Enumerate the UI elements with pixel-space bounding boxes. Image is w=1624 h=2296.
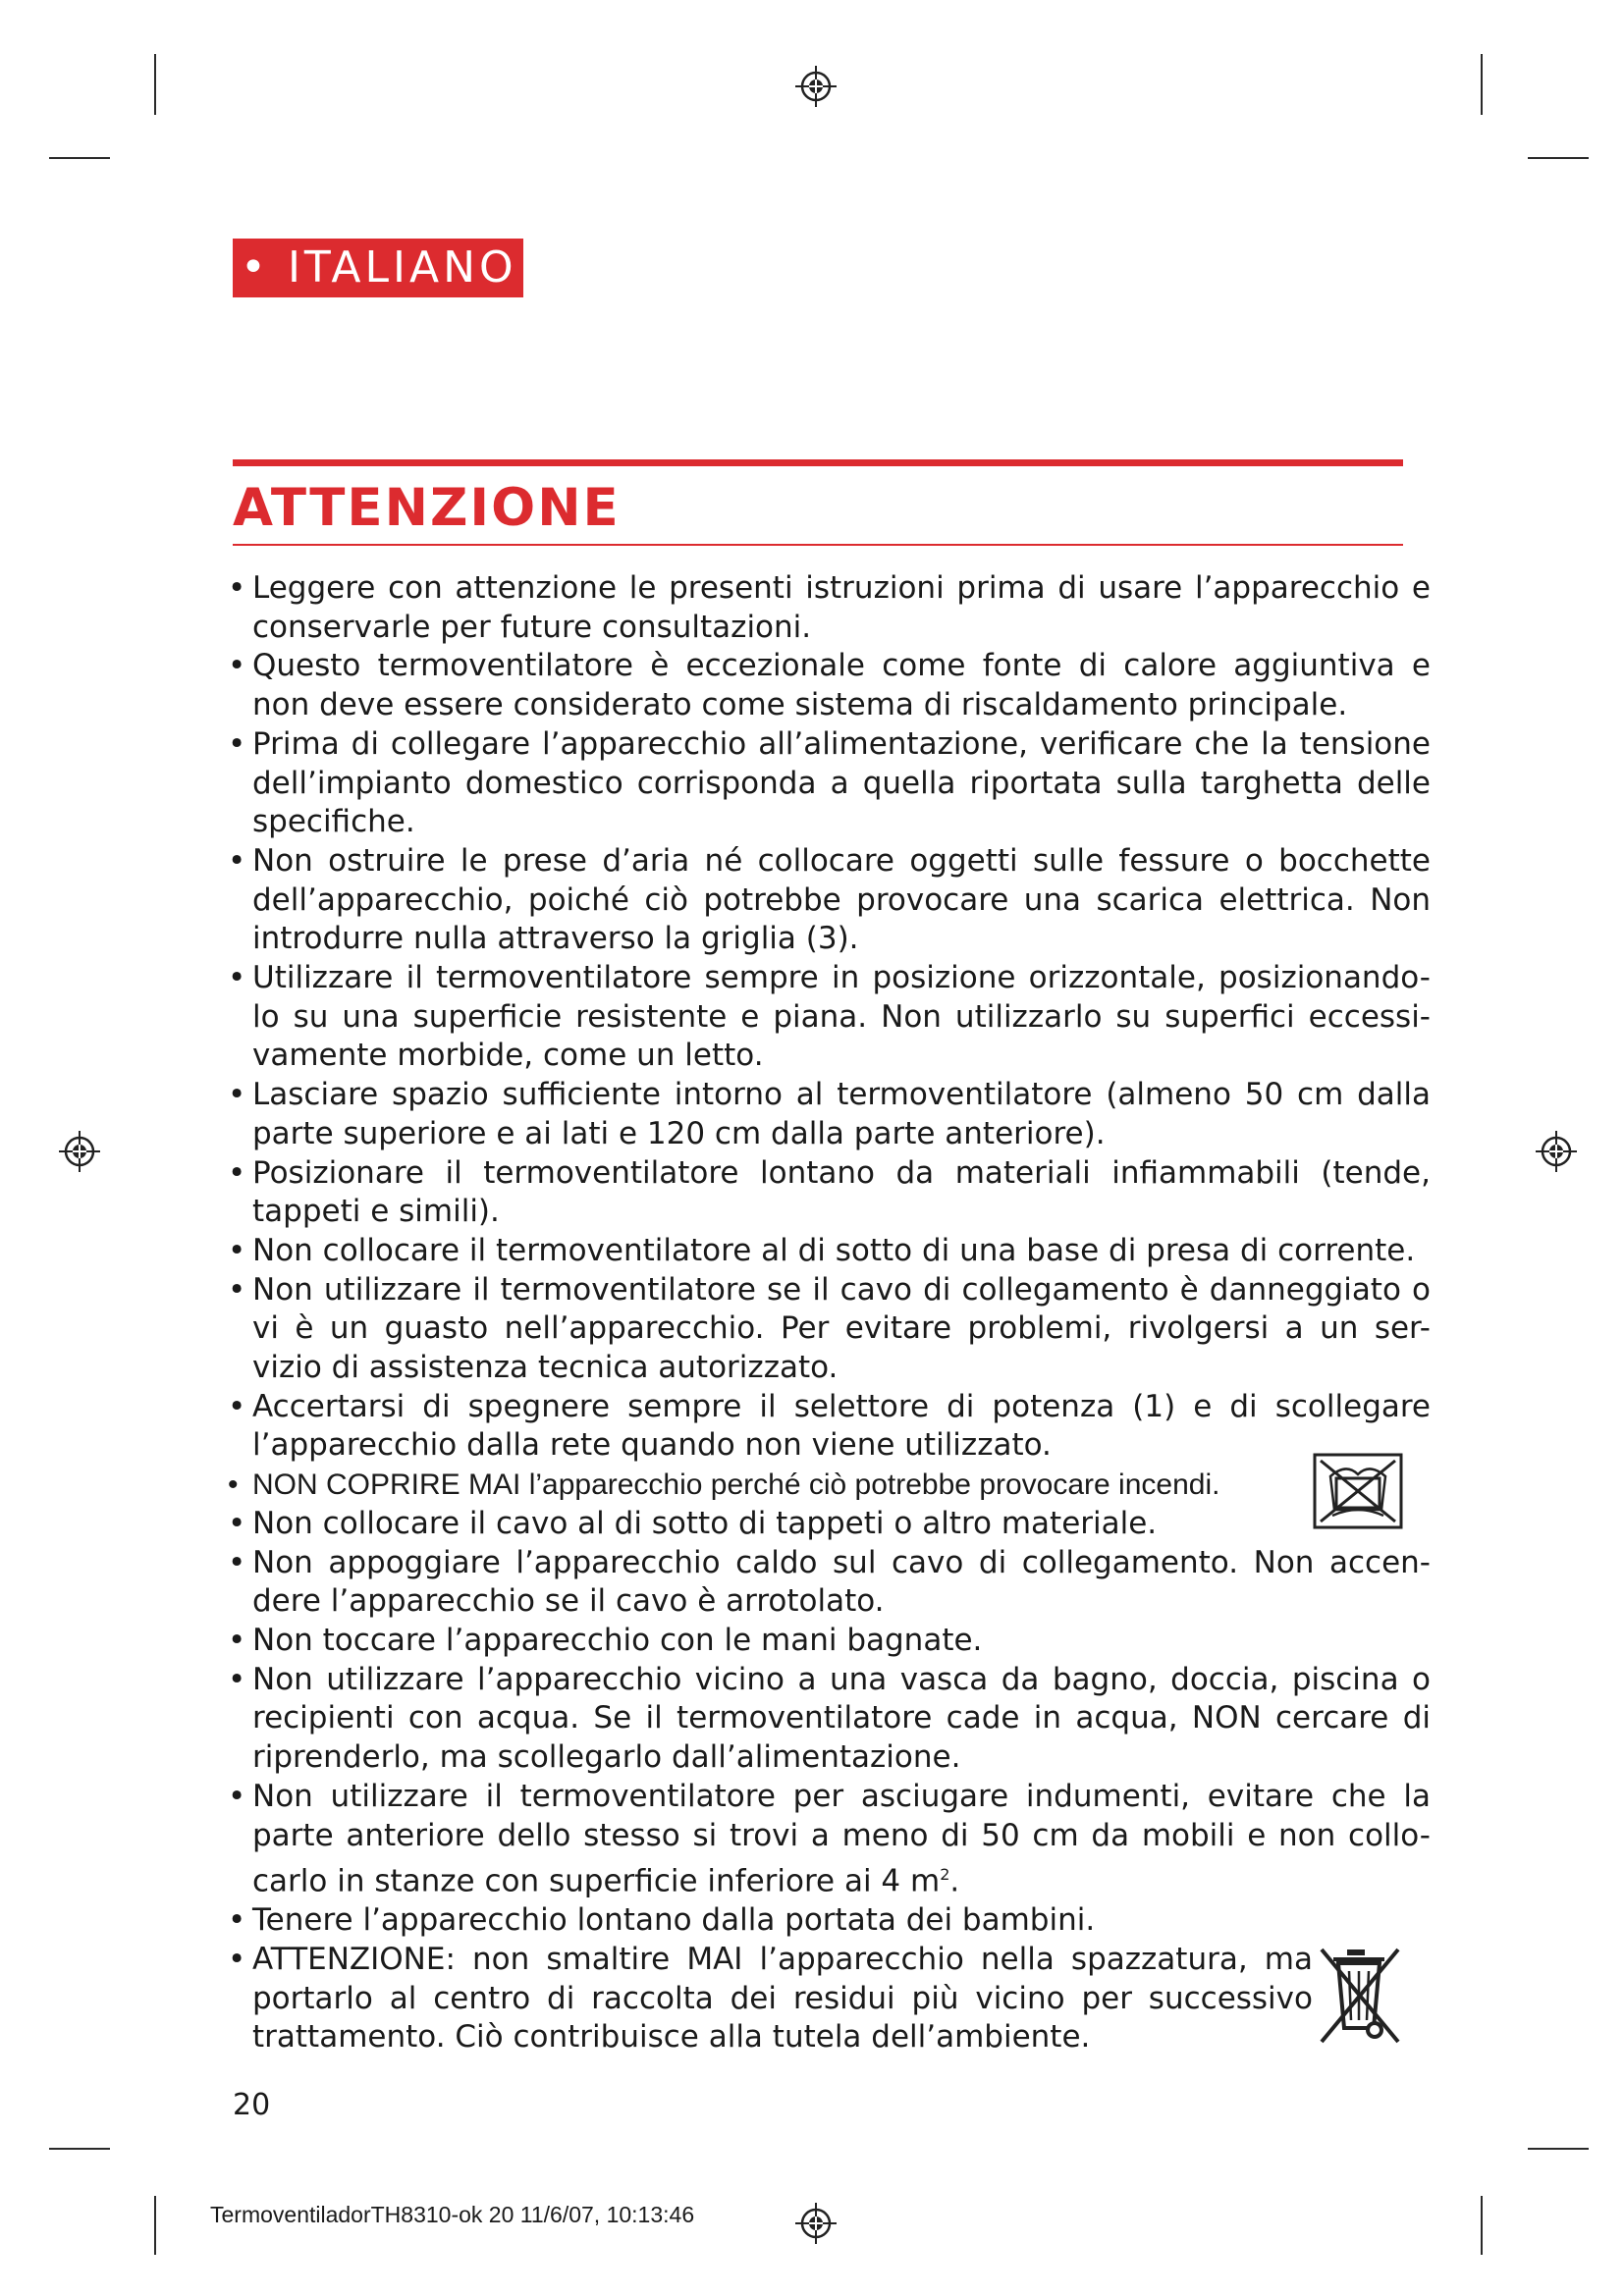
do-not-cover-icon [1313, 1453, 1403, 1529]
crop-mark-bottom-right-vertical [1481, 2196, 1483, 2255]
list-item: • NON COPRIRE MAI l’apparecchio perché ciò potrebbe provocare incendi. [228, 1466, 1431, 1505]
list-item: • Lasciare spazio sufficiente intorno al termoventilatore (almeno 50 cm dalla parte superiore e ai lati e 120 cm dalla parte anteriore). [228, 1076, 1431, 1153]
list-item: • Non utilizzare il termoventilatore se il cavo di collegamento è danneggiato o vi è un guasto nell’apparecchio. Per evitare problemi, rivolgersi a un ser- vizio di assistenza tecnica autorizzato. [228, 1271, 1431, 1388]
list-item: • Questo termoventilatore è eccezionale come fonte di calore aggiuntiva e non deve essere considerato come sistema di riscaldamento principale. [228, 647, 1431, 724]
registration-mark-icon [57, 1129, 102, 1174]
crop-mark-top-left-vertical [154, 54, 156, 115]
page-title: ATTENZIONE [233, 478, 621, 538]
list-item: • Non collocare il termoventilatore al di sotto di una base di presa di corrente. [228, 1232, 1431, 1271]
list-item: • Non ostruire le prese d’aria né collocare oggetti sulle fessure o bocchette dell’apparecchio, poiché ciò potrebbe provocare una scarica elettrica. Non introdurre nulla attraverso la griglia (3). [228, 842, 1431, 959]
heading-bottom-rule [233, 544, 1403, 546]
list-item-text: Non utilizzare il termoventilatore per asciugare indumenti, evitare che la parte anteriore dello stesso si trovi a meno di 50 cm da mobili e non collo- carlo in stanze con superficie inferiore ai 4 m [252, 1778, 1431, 1899]
page-number: 20 [233, 2088, 271, 2122]
warning-list [228, 569, 1431, 2057]
language-badge: • ITALIANO [233, 239, 523, 297]
registration-mark-icon [1534, 1129, 1579, 1174]
list-item: • Prima di collegare l’apparecchio all’alimentazione, verificare che la tensione dell’impianto domestico corrisponda a quella riportata sulla targhetta delle specifiche. [228, 725, 1431, 842]
crop-mark-bottom-right-horizontal [1528, 2148, 1589, 2150]
list-item: • Utilizzare il termoventilatore sempre in posizione orizzontale, posizionando- lo su una superficie resistente e piana. Non utilizzarlo su superfici eccessi- vamente morbide, come un letto. [228, 959, 1431, 1076]
crop-mark-top-right-vertical [1481, 54, 1483, 115]
list-item: • Non toccare l’apparecchio con le mani bagnate. [228, 1622, 1431, 1661]
list-item: • Accertarsi di spegnere sempre il selettore di potenza (1) e di scollegare l’apparecchio dalla rete quando non viene utilizzato. [228, 1388, 1431, 1466]
list-item: • Non collocare il cavo al di sotto di tappeti o altro materiale. [228, 1505, 1431, 1544]
registration-mark-icon [793, 2201, 839, 2246]
crop-mark-top-right-horizontal [1528, 157, 1589, 159]
area-superscript: 2 [940, 1865, 950, 1885]
list-item [228, 1778, 1431, 1901]
list-item: • Non utilizzare l’apparecchio vicino a una vasca da bagno, doccia, piscina o recipienti con acqua. Se il termoventilatore cade in acqua, NON cercare di riprenderlo, ma scollegarlo dall’alimentazione. [228, 1661, 1431, 1778]
list-item: • ATTENZIONE: non smaltire MAI l’apparecchio nella spazzatura, ma portarlo al centro di raccolta dei residui più vicino per successivo trattamento. Ciò contribuisce alla tutela dell’ambiente. [228, 1941, 1431, 2057]
list-item: • Tenere l’apparecchio lontano dalla portata dei bambini. [228, 1901, 1431, 1941]
crop-mark-bottom-left-vertical [154, 2196, 156, 2255]
list-item: • Leggere con attenzione le presenti istruzioni prima di usare l’apparecchio e conservarle per future consultazioni. [228, 569, 1431, 647]
list-item: • Posizionare il termoventilatore lontano da materiali infiammabili (tende, tappeti e simili). [228, 1154, 1431, 1232]
crop-mark-bottom-left-horizontal [49, 2148, 110, 2150]
list-item: • Non appoggiare l’apparecchio caldo sul cavo di collegamento. Non accen- dere l’apparecchio se il cavo è arrotolato. [228, 1544, 1431, 1622]
registration-mark-icon [793, 64, 839, 109]
crop-mark-top-left-horizontal [49, 157, 110, 159]
area-suffix: . [949, 1863, 960, 1899]
heading-top-rule [233, 459, 1403, 466]
print-slug: TermoventiladorTH8310-ok 20 11/6/07, 10:13:46 [210, 2202, 695, 2227]
crossed-out-bin-icon [1314, 1942, 1404, 2050]
